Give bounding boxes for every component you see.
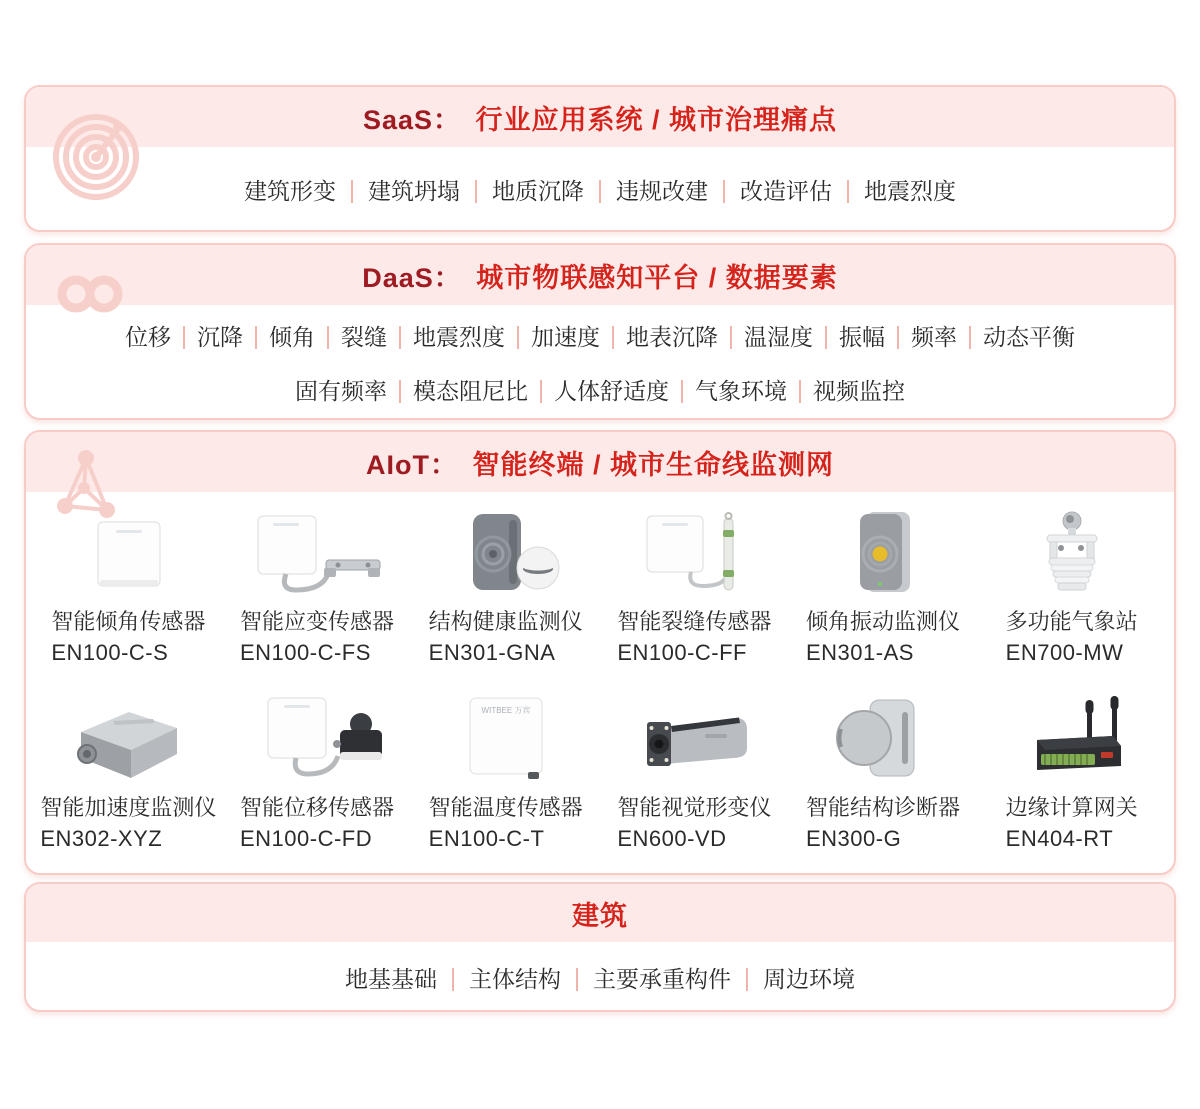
product-model: EN700-MW (1005, 640, 1124, 665)
saas-title-text: 行业应用系统 / 城市治理痛点 (475, 104, 838, 135)
daas-item: 振幅 (813, 319, 885, 352)
daas-item: 地表沉降 (600, 319, 718, 352)
daas-item: 动态平衡 (957, 319, 1075, 352)
vision-deformation-camera-image (619, 692, 769, 788)
product-caption (40, 788, 216, 854)
product-card (977, 506, 1166, 668)
product-caption (240, 602, 394, 668)
product-model: EN100-C-S (51, 640, 169, 665)
product-name: 智能结构诊断器 (805, 795, 960, 820)
saas-section (24, 85, 1176, 232)
product-model: EN100-C-FD (239, 826, 373, 851)
aiot-section (24, 430, 1176, 875)
building-item-row (345, 961, 855, 994)
building-title (572, 894, 628, 933)
product-card (34, 692, 223, 854)
structural-diagnoser-svg (808, 696, 958, 788)
building-body (26, 942, 1174, 1012)
product-card (411, 506, 600, 668)
product-card (600, 506, 789, 668)
product-name: 智能倾角传感器 (51, 609, 206, 634)
daas-item-row-2 (295, 373, 905, 406)
infographic-page (24, 0, 1176, 1012)
building-item: 地基基础 (345, 965, 437, 992)
saas-header (26, 87, 1174, 147)
daas-item: 地震烈度 (387, 319, 505, 352)
strain-sensor-image (242, 506, 392, 602)
saas-item-row (244, 173, 956, 206)
daas-section (24, 243, 1176, 420)
building-item: 主体结构 (437, 961, 561, 994)
building-title-text: 建筑 (572, 900, 628, 931)
daas-item: 沉降 (171, 319, 243, 352)
daas-item: 气象环境 (669, 373, 787, 406)
weather-station-image (997, 506, 1147, 602)
daas-title (362, 256, 838, 295)
edge-gateway-image (997, 692, 1147, 788)
product-model: EN300-G (805, 826, 902, 851)
displacement-sensor-image (242, 692, 392, 788)
tilt-sensor-svg (53, 510, 203, 602)
building-header (26, 884, 1174, 942)
saas-item: 地质沉降 (460, 173, 584, 206)
brand-label: WITBEE 万宾 (481, 706, 531, 715)
building-section (24, 882, 1176, 1012)
daas-item: 位移 (125, 324, 171, 350)
product-caption (51, 602, 205, 668)
strain-sensor-svg (242, 510, 392, 602)
structural-health-monitor-image (431, 506, 581, 602)
product-caption (617, 602, 771, 668)
saas-item: 地震烈度 (832, 173, 956, 206)
product-name: 智能裂缝传感器 (617, 609, 772, 634)
saas-item: 建筑坍塌 (336, 173, 460, 206)
saas-title (363, 98, 837, 137)
saas-body (26, 147, 1174, 232)
tilt-vibration-monitor-image (808, 506, 958, 602)
crack-sensor-svg (619, 510, 769, 602)
product-model: EN302-XYZ (40, 826, 163, 851)
accelerometer-svg (53, 696, 203, 788)
saas-item: 违规改建 (584, 173, 708, 206)
daas-item: 频率 (885, 319, 957, 352)
saas-item: 建筑形变 (244, 178, 336, 204)
product-caption (806, 602, 960, 668)
product-name: 智能加速度监测仪 (40, 795, 217, 820)
product-caption (429, 788, 583, 854)
product-grid (26, 492, 1174, 854)
product-card (977, 692, 1166, 854)
product-name: 智能应变传感器 (239, 609, 394, 634)
daas-title-prefix: DaaS： (362, 262, 462, 293)
product-model: EN100-C-T (428, 826, 545, 851)
daas-item: 固有频率 (295, 378, 387, 404)
vision-deformation-camera-svg (619, 696, 769, 788)
product-name: 倾角振动监测仪 (805, 609, 960, 634)
product-caption (1006, 602, 1138, 668)
structural-health-monitor-svg (431, 510, 581, 602)
product-model: EN301-GNA (428, 640, 556, 665)
product-name: 多功能气象站 (1005, 609, 1138, 634)
product-model: EN301-AS (805, 640, 914, 665)
product-card (34, 506, 223, 668)
daas-item: 视频监控 (787, 373, 905, 406)
aiot-title (366, 443, 834, 482)
daas-item: 裂缝 (315, 319, 387, 352)
daas-item: 人体舒适度 (528, 373, 669, 406)
daas-title-text: 城市物联感知平台 / 数据要素 (476, 262, 838, 293)
daas-item: 温湿度 (718, 319, 813, 352)
daas-item-row-1 (125, 319, 1075, 352)
aiot-header (26, 432, 1174, 492)
tilt-vibration-monitor-svg (808, 510, 958, 602)
product-caption (429, 602, 583, 668)
product-card (223, 506, 412, 668)
displacement-sensor-svg (242, 696, 392, 788)
product-model: EN600-VD (617, 826, 727, 851)
daas-header (26, 245, 1174, 305)
product-card (411, 692, 600, 854)
aiot-title-prefix: AIoT： (365, 449, 458, 480)
product-name: 边缘计算网关 (1005, 795, 1138, 820)
product-model: EN404-RT (1005, 826, 1114, 851)
accelerometer-image (53, 692, 203, 788)
daas-item: 加速度 (505, 319, 600, 352)
weather-station-svg (997, 510, 1147, 602)
structural-diagnoser-image (808, 692, 958, 788)
building-item: 主要承重构件 (561, 961, 731, 994)
temperature-sensor-image (431, 692, 581, 788)
product-card (789, 692, 978, 854)
product-name: 智能位移传感器 (239, 795, 394, 820)
saas-item: 改造评估 (708, 173, 832, 206)
product-name: 结构健康监测仪 (428, 609, 583, 634)
product-model: EN100-C-FS (239, 640, 371, 665)
daas-body (26, 305, 1174, 420)
product-card (223, 692, 412, 854)
saas-title-prefix: SaaS： (362, 104, 462, 135)
product-caption (240, 788, 394, 854)
aiot-title-text: 智能终端 / 城市生命线监测网 (472, 449, 835, 480)
edge-gateway-svg (997, 696, 1147, 788)
daas-item: 模态阻尼比 (387, 373, 528, 406)
product-caption (806, 788, 960, 854)
product-model: EN100-C-FF (617, 640, 747, 665)
product-name: 智能温度传感器 (428, 795, 583, 820)
product-caption (1006, 788, 1138, 854)
product-name: 智能视觉形变仪 (617, 795, 772, 820)
product-card (789, 506, 978, 668)
crack-sensor-image (619, 506, 769, 602)
product-card (600, 692, 789, 854)
product-caption (617, 788, 771, 854)
tilt-sensor-image (53, 506, 203, 602)
building-item: 周边环境 (731, 961, 855, 994)
daas-item: 倾角 (243, 319, 315, 352)
temperature-sensor-svg (431, 696, 581, 788)
